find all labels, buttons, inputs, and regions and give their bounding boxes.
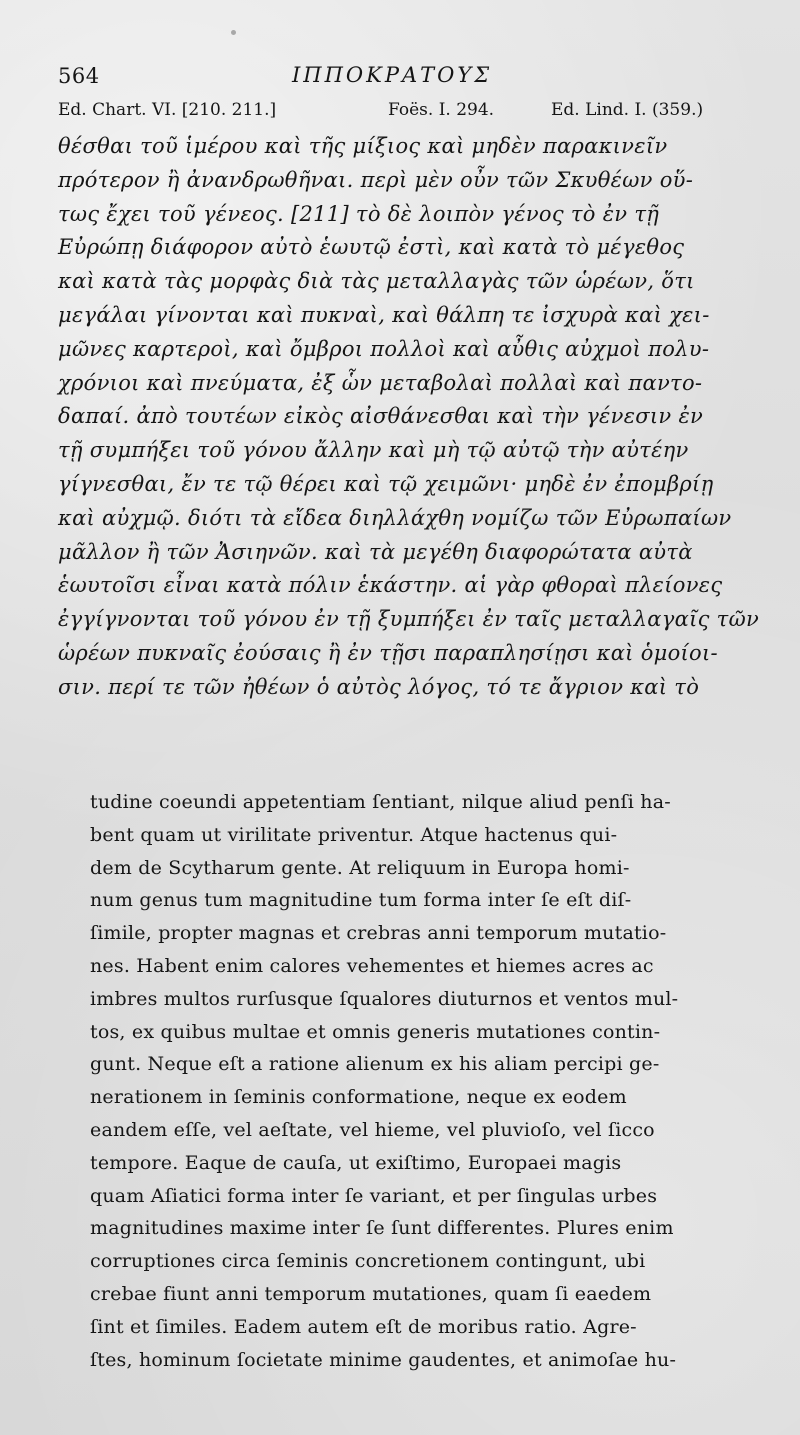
- greek-line-16: ὡρέων πυκναῖς ἐούσαις ἢ ἐν τῇσι παραπλησίῃσι καὶ ὁμοίοι-: [58, 640, 718, 665]
- greek-line-8: χρόνιοι καὶ πνεύματα, ἐξ ὧν μεταβολαὶ πολλαὶ καὶ παντο-: [58, 370, 703, 395]
- greek-text-block: [58, 130, 768, 705]
- latin-line-5: ſimile, propter magnas et crebras anni temporum mutatio-: [90, 922, 667, 945]
- greek-line-17: σιν. περί τε τῶν ἠθέων ὁ αὐτὸς λόγος, τό τε ἄγριον καὶ τὸ: [58, 674, 700, 699]
- latin-line-3: dem de Scytharum gente. At reliquum in Europa homi-: [90, 856, 630, 879]
- latin-line-7: imbres multos rurſusque ſqualores diuturnos et ventos mul-: [90, 987, 679, 1010]
- greek-line-15: ἐγγίγνονται τοῦ γόνου ἐν τῇ ξυμπήξει ἐν ταῖς μεταλλαγαῖς τῶν: [58, 607, 760, 632]
- latin-line-10: nerationem in ſeminis conformatione, neque ex eodem: [90, 1086, 627, 1109]
- latin-line-1: tudine coeundi appetentiam ſentiant, nilque aliud penſi ha-: [90, 791, 671, 813]
- latin-line-13: quam Aſiatici forma inter ſe variant, et per ſingulas urbes: [90, 1184, 658, 1207]
- chartier-edition-reference: Ed. Chart. VI. [210. 211.]: [58, 100, 277, 120]
- greek-line-3: τως ἔχει τοῦ γένεος. [211] τὸ δὲ λοιπὸν γένος τὸ ἐν τῇ: [58, 201, 660, 226]
- latin-line-17: ſint et ſimiles. Eadem autem eſt de moribus ratio. Agre-: [90, 1315, 637, 1338]
- greek-line-10: τῇ συμπήξει τοῦ γόνου ἄλλην καὶ μὴ τῷ αὐτῷ τὴν αὐτέην: [58, 438, 689, 463]
- greek-line-7: μῶνες καρτεροὶ, καὶ ὄμβροι πολλοὶ καὶ αὖθις αὐχμοὶ πολυ-: [58, 336, 710, 361]
- latin-line-4: num genus tum magnitudine tum forma inter ſe eſt diſ-: [90, 889, 632, 912]
- latin-line-15: corruptiones circa ſeminis concretionem contingunt, ubi: [90, 1250, 646, 1273]
- latin-line-12: tempore. Eaque de cauſa, ut exiſtimo, Europaei magis: [90, 1151, 622, 1174]
- foes-edition-reference: Foës. I. 294.: [388, 100, 495, 120]
- greek-line-12: καὶ αὐχμῷ. διότι τὰ εἴδεα διηλλάχθη νομίζω τῶν Εὐρωπαίων: [58, 505, 732, 530]
- page-number: 564: [58, 64, 100, 88]
- greek-line-11: γίγνεσθαι, ἔν τε τῷ θέρει καὶ τῷ χειμῶνι· μηδὲ ἐν ἐπομβρίῃ: [58, 471, 714, 496]
- edition-references: [58, 100, 778, 130]
- latin-line-14: magnitudines maxime inter ſe ſunt differentes. Plures enim: [90, 1217, 674, 1240]
- latin-line-6: nes. Habent enim calores vehementes et hiemes acres ac: [90, 954, 654, 977]
- greek-line-5: καὶ κατὰ τὰς μορφὰς διὰ τὰς μεταλλαγὰς τῶν ὡρέων, ὅτι: [58, 269, 695, 294]
- greek-line-9: δαπαί. ἀπὸ τουτέων εἰκὸς αἰσθάνεσθαι καὶ τὴν γένεσιν ἐν: [58, 404, 704, 429]
- greek-line-2: πρότερον ἢ ἀνανδρωθῆναι. περὶ μὲν οὖν τῶν Σκυθέων οὕ-: [58, 167, 694, 192]
- latin-line-2: bent quam ut virilitate priventur. Atque hactenus qui-: [90, 823, 618, 846]
- paper-speck: [231, 30, 236, 35]
- linden-edition-reference: Ed. Lind. I. (359.): [551, 100, 704, 120]
- running-title: ΙΠΠΟΚΡΑΤΟΥΣ: [292, 63, 493, 87]
- greek-line-1: θέσθαι τοῦ ἱμέρου καὶ τῆς μίξιος καὶ μηδὲν παρακινεῖν: [58, 134, 668, 158]
- greek-line-14: ἑωυτοῖσι εἶναι κατὰ πόλιν ἑκάστην. αἱ γὰρ φθοραὶ πλείονες: [58, 573, 723, 598]
- latin-line-16: crebae fiunt anni temporum mutationes, quam ſi eaedem: [90, 1282, 652, 1305]
- latin-line-8: tos, ex quibus multae et omnis generis mutationes contin-: [90, 1020, 661, 1043]
- latin-text-block: [90, 786, 775, 1376]
- greek-line-13: μᾶλλον ἢ τῶν Ἀσιηνῶν. καὶ τὰ μεγέθη διαφορώτατα αὐτὰ: [58, 539, 693, 564]
- greek-line-4: Εὐρώπῃ διάφορον αὐτὸ ἑωυτῷ ἐστὶ, καὶ κατὰ τὸ μέγεθος: [58, 235, 685, 260]
- latin-line-9: gunt. Neque eſt a ratione alienum ex his aliam percipi ge-: [90, 1053, 660, 1076]
- page-header: [52, 58, 772, 92]
- greek-line-6: μεγάλαι γίνονται καὶ πυκναὶ, καὶ θάλπη τε ἰσχυρὰ καὶ χει-: [58, 302, 710, 327]
- latin-line-11: eandem eſſe, vel aeſtate, vel hieme, vel pluvioſo, vel ſicco: [90, 1118, 655, 1141]
- latin-line-18: ſtes, hominum ſocietate minime gaudentes, et animoſae hu-: [90, 1348, 677, 1371]
